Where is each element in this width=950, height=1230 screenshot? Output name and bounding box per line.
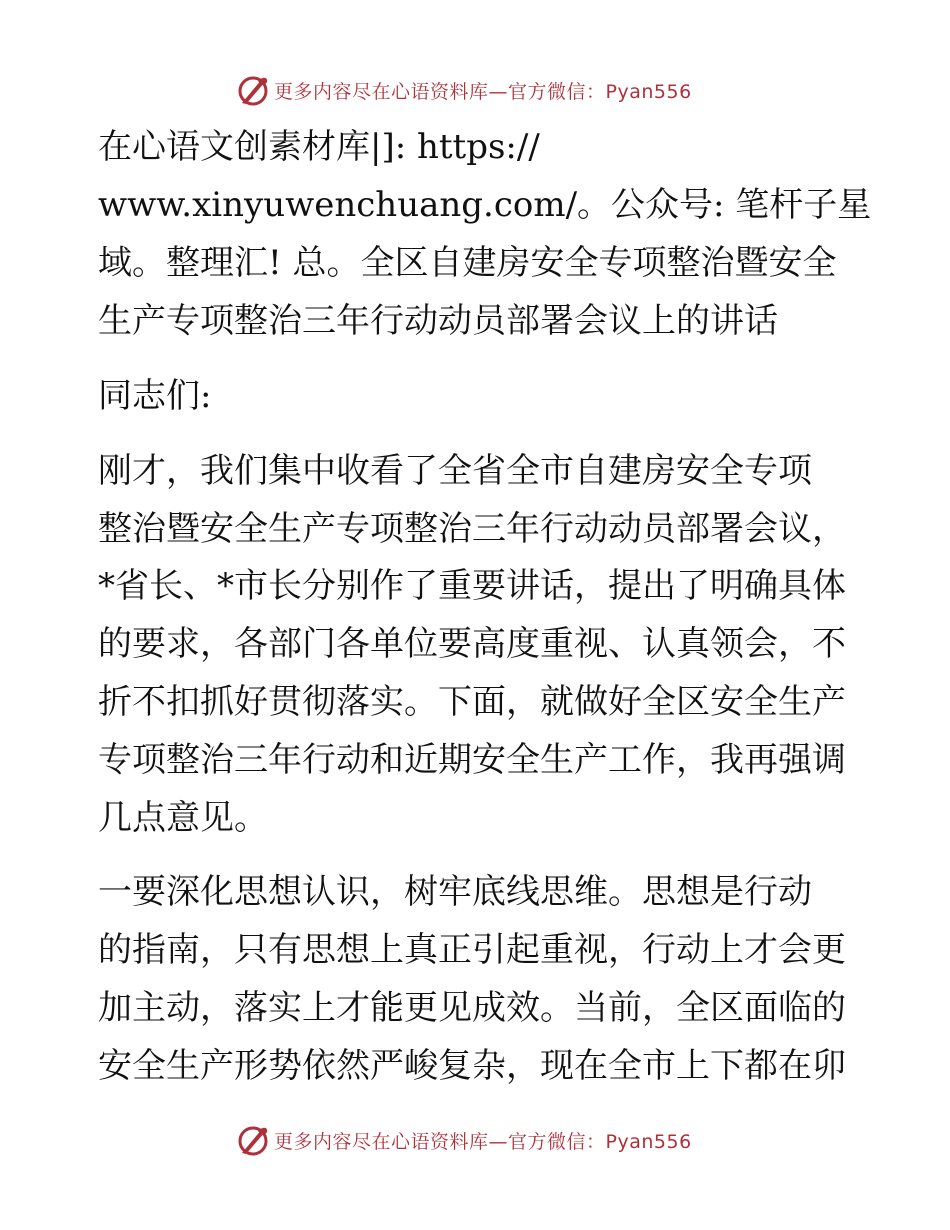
document-line: 生产专项整治三年行动动员部署会议上的讲话 xyxy=(98,301,778,341)
document-line: 整治暨安全生产专项整治三年行动动员部署会议， xyxy=(98,509,846,549)
document-line: 的指南，只有思想上真正引起重视，行动上才会更 xyxy=(98,930,846,970)
document-line: 专项整治三年行动和近期安全生产工作，我再强调 xyxy=(98,740,846,780)
watermark-footer xyxy=(236,1120,756,1160)
document-line: *省长、*市长分别作了重要讲话，提出了明确具体 xyxy=(98,566,846,606)
watermark-text: 更多内容尽在心语资料库—官方微信：Pyan556 xyxy=(274,1130,692,1153)
watermark-header xyxy=(236,70,756,110)
quill-seal-icon xyxy=(236,73,270,107)
document-line: 一要深化思想认识，树牢底线思维。思想是行动 xyxy=(98,872,812,912)
document-line: 加主动，落实上才能更见成效。当前，全区面临的 xyxy=(98,988,846,1028)
document-line: 同志们: xyxy=(98,376,212,416)
watermark-text: 更多内容尽在心语资料库—官方微信：Pyan556 xyxy=(274,80,692,103)
document-line: 几点意见。 xyxy=(98,798,268,838)
document-line: 域。整理汇! 总。全区自建房安全专项整治暨安全 xyxy=(98,243,837,283)
document-line: 的要求，各部门各单位要高度重视、认真领会，不 xyxy=(98,624,846,664)
document-line: 安全生产形势依然严峻复杂，现在全市上下都在卯 xyxy=(98,1046,846,1086)
document-line: 刚才，我们集中收看了全省全市自建房安全专项 xyxy=(98,451,812,491)
quill-seal-icon xyxy=(236,1123,270,1157)
document-line: 折不扣抓好贯彻落实。下面，就做好全区安全生产 xyxy=(98,682,846,722)
document-line: 在心语文创素材库|]: https:// xyxy=(98,127,540,167)
document-line: www.xinyuwenchuang.com/。公众号: 笔杆子星 xyxy=(98,185,872,225)
